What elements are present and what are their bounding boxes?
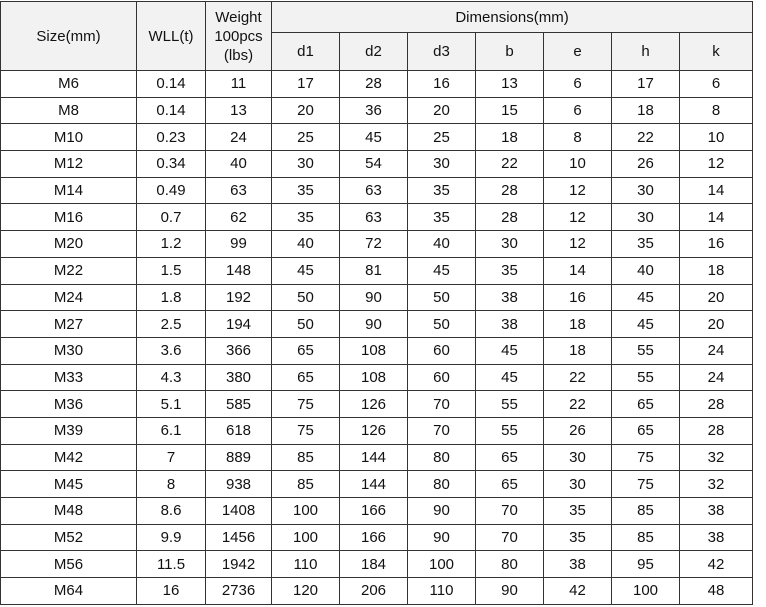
table-cell: 36 bbox=[340, 97, 408, 124]
table-cell: 24 bbox=[680, 337, 753, 364]
table-cell: 18 bbox=[476, 124, 544, 151]
table-cell: 55 bbox=[476, 391, 544, 418]
table-cell: 99 bbox=[206, 231, 272, 258]
table-cell: 10 bbox=[544, 151, 612, 178]
table-row bbox=[1, 498, 753, 525]
table-cell: 50 bbox=[408, 311, 476, 338]
dimension-column-header: d2 bbox=[340, 33, 408, 71]
table-cell: 20 bbox=[680, 311, 753, 338]
table-cell: 192 bbox=[206, 284, 272, 311]
dimensions-header: Dimensions(mm) bbox=[272, 2, 753, 33]
table-cell: 8 bbox=[680, 97, 753, 124]
table-cell: 108 bbox=[340, 364, 408, 391]
table-cell: 35 bbox=[476, 257, 544, 284]
table-cell: 6 bbox=[544, 71, 612, 98]
weight-header bbox=[206, 2, 272, 71]
table-cell: 55 bbox=[612, 337, 680, 364]
table-cell: 30 bbox=[408, 151, 476, 178]
table-cell: M24 bbox=[1, 284, 137, 311]
table-cell: 75 bbox=[612, 444, 680, 471]
table-cell: 22 bbox=[544, 391, 612, 418]
table-cell: 889 bbox=[206, 444, 272, 471]
table-cell: 100 bbox=[272, 498, 340, 525]
table-cell: 16 bbox=[408, 71, 476, 98]
table-cell: 0.23 bbox=[137, 124, 206, 151]
table-cell: 30 bbox=[544, 471, 612, 498]
table-cell: M12 bbox=[1, 151, 137, 178]
table-cell: 85 bbox=[612, 498, 680, 525]
table-cell: 16 bbox=[137, 578, 206, 605]
table-cell: 65 bbox=[476, 471, 544, 498]
table-cell: 45 bbox=[408, 257, 476, 284]
weight-header-line: Weight bbox=[215, 8, 262, 26]
table-cell: 0.49 bbox=[137, 177, 206, 204]
table-cell: M16 bbox=[1, 204, 137, 231]
table-cell: 24 bbox=[680, 364, 753, 391]
table-cell: 14 bbox=[680, 177, 753, 204]
table-cell: 194 bbox=[206, 311, 272, 338]
table-body bbox=[1, 71, 753, 605]
table-cell: 40 bbox=[206, 151, 272, 178]
table-cell: 14 bbox=[544, 257, 612, 284]
table-cell: 12 bbox=[544, 204, 612, 231]
table-cell: M33 bbox=[1, 364, 137, 391]
table-cell: 50 bbox=[272, 311, 340, 338]
table-cell: 63 bbox=[340, 177, 408, 204]
table-cell: 28 bbox=[476, 177, 544, 204]
table-cell: 7 bbox=[137, 444, 206, 471]
table-cell: 75 bbox=[272, 417, 340, 444]
table-row bbox=[1, 444, 753, 471]
table-cell: 3.6 bbox=[137, 337, 206, 364]
weight-header-line: (lbs) bbox=[223, 46, 254, 64]
table-cell: 0.14 bbox=[137, 97, 206, 124]
table-cell: 90 bbox=[408, 524, 476, 551]
table-cell: 90 bbox=[340, 284, 408, 311]
table-cell: 100 bbox=[272, 524, 340, 551]
table-cell: 1.8 bbox=[137, 284, 206, 311]
table-cell: 35 bbox=[544, 498, 612, 525]
table-cell: 90 bbox=[476, 578, 544, 605]
table-cell: 32 bbox=[680, 444, 753, 471]
table-cell: 20 bbox=[680, 284, 753, 311]
table-cell: 63 bbox=[206, 177, 272, 204]
table-cell: 50 bbox=[408, 284, 476, 311]
table-cell: 75 bbox=[272, 391, 340, 418]
table-cell: 26 bbox=[612, 151, 680, 178]
table-cell: 0.14 bbox=[137, 71, 206, 98]
table-cell: 166 bbox=[340, 498, 408, 525]
table-cell: 380 bbox=[206, 364, 272, 391]
table-cell: 50 bbox=[272, 284, 340, 311]
table-cell: 45 bbox=[476, 364, 544, 391]
table-cell: M39 bbox=[1, 417, 137, 444]
table-row bbox=[1, 284, 753, 311]
table-cell: M52 bbox=[1, 524, 137, 551]
table-cell: 28 bbox=[680, 391, 753, 418]
dimension-column-header: e bbox=[544, 33, 612, 71]
table-cell: 12 bbox=[680, 151, 753, 178]
table-cell: 45 bbox=[612, 311, 680, 338]
table-cell: M27 bbox=[1, 311, 137, 338]
table-cell: 85 bbox=[272, 471, 340, 498]
table-cell: 0.7 bbox=[137, 204, 206, 231]
dimension-column-header: d1 bbox=[272, 33, 340, 71]
table-cell: 65 bbox=[476, 444, 544, 471]
table-cell: 22 bbox=[612, 124, 680, 151]
table-row bbox=[1, 97, 753, 124]
table-cell: 35 bbox=[408, 177, 476, 204]
table-cell: 148 bbox=[206, 257, 272, 284]
table-cell: 366 bbox=[206, 337, 272, 364]
table-row bbox=[1, 124, 753, 151]
table-cell: 28 bbox=[680, 417, 753, 444]
table-cell: 42 bbox=[544, 578, 612, 605]
table-cell: 25 bbox=[272, 124, 340, 151]
table-cell: 62 bbox=[206, 204, 272, 231]
table-cell: 25 bbox=[408, 124, 476, 151]
table-cell: 1942 bbox=[206, 551, 272, 578]
table-row bbox=[1, 204, 753, 231]
table-cell: 30 bbox=[272, 151, 340, 178]
table-cell: M6 bbox=[1, 71, 137, 98]
table-cell: 30 bbox=[612, 204, 680, 231]
table-cell: 81 bbox=[340, 257, 408, 284]
table-row bbox=[1, 417, 753, 444]
table-cell: 110 bbox=[272, 551, 340, 578]
table-cell: 1408 bbox=[206, 498, 272, 525]
table-cell: 26 bbox=[544, 417, 612, 444]
spec-table bbox=[0, 1, 753, 605]
table-cell: 144 bbox=[340, 471, 408, 498]
table-cell: 80 bbox=[408, 444, 476, 471]
table-cell: 35 bbox=[272, 204, 340, 231]
dimension-column-header: d3 bbox=[408, 33, 476, 71]
weight-header-line: 100pcs bbox=[214, 27, 263, 45]
table-row bbox=[1, 471, 753, 498]
table-cell: 11 bbox=[206, 71, 272, 98]
table-cell: 40 bbox=[612, 257, 680, 284]
table-cell: 45 bbox=[476, 337, 544, 364]
table-cell: 95 bbox=[612, 551, 680, 578]
table-cell: 13 bbox=[476, 71, 544, 98]
table-cell: 72 bbox=[340, 231, 408, 258]
table-cell: 618 bbox=[206, 417, 272, 444]
table-cell: 42 bbox=[680, 551, 753, 578]
table-cell: 1.5 bbox=[137, 257, 206, 284]
table-cell: 17 bbox=[272, 71, 340, 98]
table-cell: M64 bbox=[1, 578, 137, 605]
table-row bbox=[1, 311, 753, 338]
table-cell: 40 bbox=[408, 231, 476, 258]
table-cell: 24 bbox=[206, 124, 272, 151]
table-cell: 100 bbox=[612, 578, 680, 605]
size-header: Size(mm) bbox=[1, 2, 137, 71]
table-cell: 8.6 bbox=[137, 498, 206, 525]
table-cell: 585 bbox=[206, 391, 272, 418]
table-cell: M36 bbox=[1, 391, 137, 418]
table-cell: 2736 bbox=[206, 578, 272, 605]
table-cell: 126 bbox=[340, 417, 408, 444]
table-cell: M14 bbox=[1, 177, 137, 204]
table-row bbox=[1, 391, 753, 418]
table-row bbox=[1, 578, 753, 605]
table-cell: 8 bbox=[544, 124, 612, 151]
table-cell: 20 bbox=[272, 97, 340, 124]
table-cell: 11.5 bbox=[137, 551, 206, 578]
table-cell: 48 bbox=[680, 578, 753, 605]
table-cell: M42 bbox=[1, 444, 137, 471]
table-cell: M8 bbox=[1, 97, 137, 124]
table-cell: 1.2 bbox=[137, 231, 206, 258]
table-cell: 70 bbox=[408, 417, 476, 444]
table-cell: M22 bbox=[1, 257, 137, 284]
table-row bbox=[1, 71, 753, 98]
header-row-top bbox=[1, 2, 753, 33]
table-cell: 938 bbox=[206, 471, 272, 498]
table-cell: 4.3 bbox=[137, 364, 206, 391]
table-cell: 35 bbox=[408, 204, 476, 231]
table-cell: 85 bbox=[272, 444, 340, 471]
table-cell: 38 bbox=[680, 524, 753, 551]
table-cell: 22 bbox=[544, 364, 612, 391]
table-row bbox=[1, 257, 753, 284]
table-cell: 6 bbox=[544, 97, 612, 124]
table-cell: M10 bbox=[1, 124, 137, 151]
table-cell: 65 bbox=[272, 337, 340, 364]
table-cell: 70 bbox=[476, 498, 544, 525]
table-cell: 60 bbox=[408, 364, 476, 391]
table-cell: 8 bbox=[137, 471, 206, 498]
table-row bbox=[1, 364, 753, 391]
table-cell: 65 bbox=[272, 364, 340, 391]
table-cell: 16 bbox=[544, 284, 612, 311]
table-row bbox=[1, 551, 753, 578]
table-cell: 80 bbox=[476, 551, 544, 578]
table-cell: 38 bbox=[680, 498, 753, 525]
table-cell: 16 bbox=[680, 231, 753, 258]
table-cell: 45 bbox=[272, 257, 340, 284]
table-cell: 28 bbox=[340, 71, 408, 98]
table-cell: M56 bbox=[1, 551, 137, 578]
table-cell: 10 bbox=[680, 124, 753, 151]
table-cell: 60 bbox=[408, 337, 476, 364]
table-cell: 38 bbox=[476, 284, 544, 311]
table-cell: 144 bbox=[340, 444, 408, 471]
table-cell: 12 bbox=[544, 231, 612, 258]
table-cell: 28 bbox=[476, 204, 544, 231]
table-cell: 38 bbox=[476, 311, 544, 338]
wll-header: WLL(t) bbox=[137, 2, 206, 71]
table-cell: 184 bbox=[340, 551, 408, 578]
table-cell: 35 bbox=[612, 231, 680, 258]
table-row bbox=[1, 524, 753, 551]
table-cell: 18 bbox=[544, 311, 612, 338]
dimension-column-header: k bbox=[680, 33, 753, 71]
table-cell: 30 bbox=[612, 177, 680, 204]
table-cell: 110 bbox=[408, 578, 476, 605]
table-cell: 18 bbox=[680, 257, 753, 284]
table-cell: M48 bbox=[1, 498, 137, 525]
table-cell: 30 bbox=[544, 444, 612, 471]
table-cell: 32 bbox=[680, 471, 753, 498]
table-cell: 166 bbox=[340, 524, 408, 551]
table-cell: 90 bbox=[408, 498, 476, 525]
table-cell: 70 bbox=[476, 524, 544, 551]
table-cell: 85 bbox=[612, 524, 680, 551]
table-cell: 108 bbox=[340, 337, 408, 364]
table-cell: 1456 bbox=[206, 524, 272, 551]
table-cell: M45 bbox=[1, 471, 137, 498]
table-cell: 70 bbox=[408, 391, 476, 418]
table-cell: 35 bbox=[544, 524, 612, 551]
table-cell: 100 bbox=[408, 551, 476, 578]
dimension-column-header: h bbox=[612, 33, 680, 71]
table-cell: 22 bbox=[476, 151, 544, 178]
table-cell: 120 bbox=[272, 578, 340, 605]
table-row bbox=[1, 151, 753, 178]
table-cell: 75 bbox=[612, 471, 680, 498]
table-cell: 63 bbox=[340, 204, 408, 231]
table-cell: 65 bbox=[612, 417, 680, 444]
table-cell: 40 bbox=[272, 231, 340, 258]
table-row bbox=[1, 337, 753, 364]
table-cell: 18 bbox=[612, 97, 680, 124]
table-cell: M20 bbox=[1, 231, 137, 258]
table-cell: 30 bbox=[476, 231, 544, 258]
table-cell: 6 bbox=[680, 71, 753, 98]
table-cell: 55 bbox=[476, 417, 544, 444]
table-cell: 54 bbox=[340, 151, 408, 178]
table-row bbox=[1, 231, 753, 258]
table-cell: 45 bbox=[612, 284, 680, 311]
table-cell: 20 bbox=[408, 97, 476, 124]
table-cell: 2.5 bbox=[137, 311, 206, 338]
table-cell: 35 bbox=[272, 177, 340, 204]
table-cell: 65 bbox=[612, 391, 680, 418]
table-header bbox=[1, 2, 753, 71]
table-cell: 38 bbox=[544, 551, 612, 578]
table-cell: 13 bbox=[206, 97, 272, 124]
table-cell: 90 bbox=[340, 311, 408, 338]
table-cell: 18 bbox=[544, 337, 612, 364]
table-row bbox=[1, 177, 753, 204]
table-cell: 6.1 bbox=[137, 417, 206, 444]
table-cell: 9.9 bbox=[137, 524, 206, 551]
table-cell: 14 bbox=[680, 204, 753, 231]
table-cell: 5.1 bbox=[137, 391, 206, 418]
table-cell: 12 bbox=[544, 177, 612, 204]
table-cell: 80 bbox=[408, 471, 476, 498]
table-cell: 17 bbox=[612, 71, 680, 98]
table-cell: 126 bbox=[340, 391, 408, 418]
table-cell: 55 bbox=[612, 364, 680, 391]
table-cell: 15 bbox=[476, 97, 544, 124]
dimension-column-header: b bbox=[476, 33, 544, 71]
table-cell: 45 bbox=[340, 124, 408, 151]
table-cell: 0.34 bbox=[137, 151, 206, 178]
table-cell: M30 bbox=[1, 337, 137, 364]
table-cell: 206 bbox=[340, 578, 408, 605]
